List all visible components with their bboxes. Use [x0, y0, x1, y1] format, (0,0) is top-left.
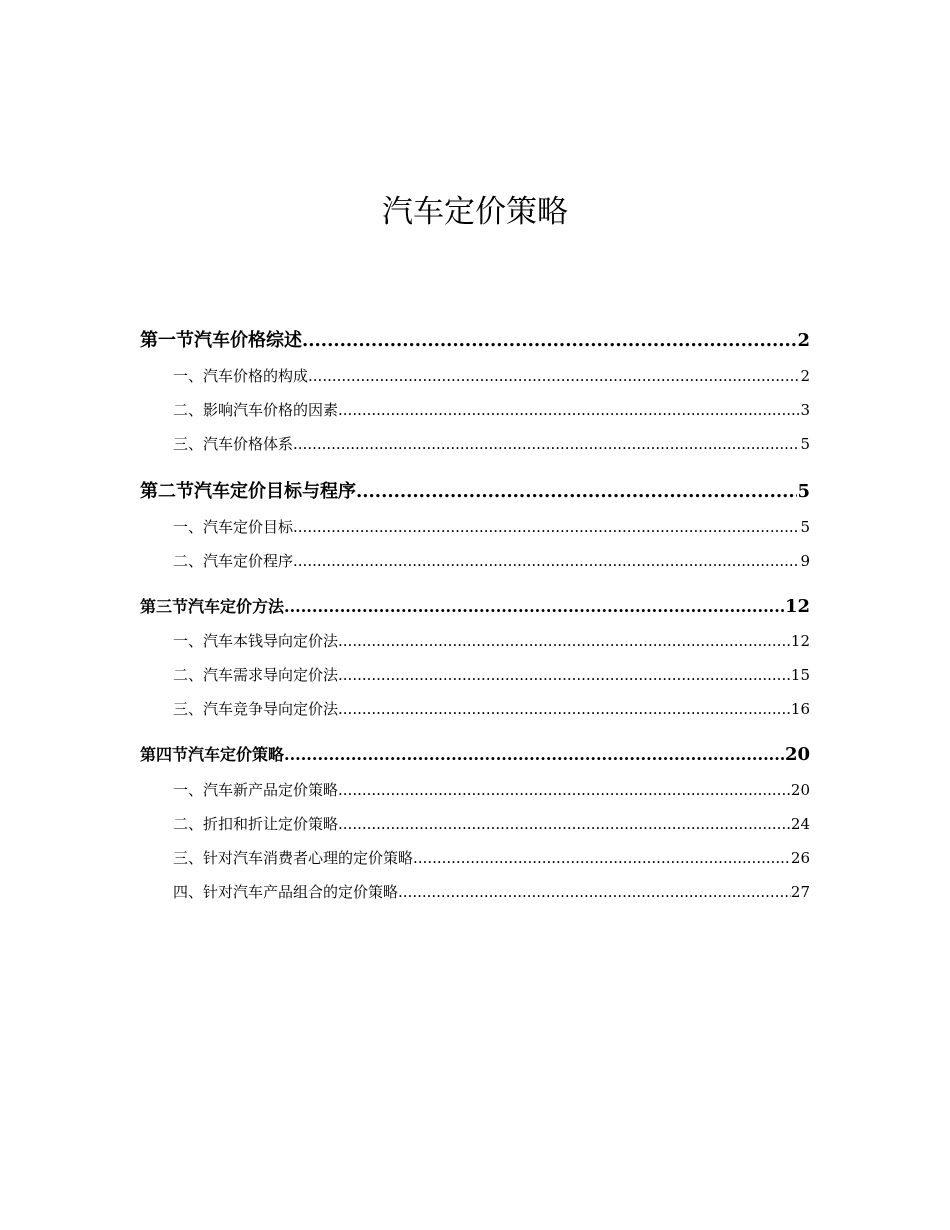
toc-leader [398, 883, 791, 901]
toc-section-3[interactable] [140, 594, 810, 620]
toc-entry-label: 三、汽车价格体系 [173, 435, 294, 453]
toc-entry[interactable] [173, 813, 810, 835]
toc-entry[interactable] [173, 516, 810, 538]
toc-page-number: 27 [790, 883, 810, 901]
toc-leader [413, 849, 791, 867]
toc-entry-label: 二、折扣和折让定价策略 [173, 815, 339, 833]
toc-leader [293, 552, 800, 570]
toc-page-number: 5 [797, 481, 810, 502]
toc-page-number: 5 [800, 518, 810, 536]
toc-leader [284, 745, 785, 764]
toc-leader [338, 815, 791, 833]
toc-section-label: 第二节汽车定价目标与程序 [140, 481, 356, 502]
toc-entry[interactable] [173, 433, 810, 455]
toc-page-number: 5 [800, 435, 810, 453]
toc-page-number: 9 [800, 552, 810, 570]
document-title: 汽车定价策略 [382, 194, 568, 230]
toc-entry-label: 四、针对汽车产品组合的定价策略 [173, 883, 399, 901]
toc-entry[interactable] [173, 630, 810, 652]
toc-page-number: 2 [800, 367, 810, 385]
toc-entry[interactable] [173, 779, 810, 801]
toc-section-label: 第四节汽车定价策略 [140, 745, 285, 764]
toc-page-number: 24 [790, 815, 810, 833]
toc-entry-label: 二、汽车定价程序 [173, 552, 294, 570]
toc-leader [293, 518, 800, 536]
toc-entry[interactable] [173, 399, 810, 421]
toc-leader [308, 367, 800, 385]
toc-page-number: 20 [790, 781, 810, 799]
toc-entry[interactable] [173, 664, 810, 686]
toc-section-label: 第三节汽车定价方法 [140, 597, 285, 616]
toc-leader [338, 781, 791, 799]
toc-entry-label: 一、汽车本钱导向定价法 [173, 632, 339, 650]
toc-leader [338, 666, 791, 684]
toc-entry[interactable] [173, 847, 810, 869]
toc-section-4[interactable] [140, 742, 810, 768]
toc-section-1[interactable] [140, 326, 810, 352]
toc-entry-label: 一、汽车价格的构成 [173, 367, 309, 385]
toc-leader [338, 700, 791, 718]
toc-leader [302, 330, 797, 351]
toc-page-number: 12 [790, 632, 810, 650]
toc-entry[interactable] [173, 698, 810, 720]
toc-entry-label: 三、针对汽车消费者心理的定价策略 [173, 849, 414, 867]
toc-entry-label: 二、汽车需求导向定价法 [173, 666, 339, 684]
toc-page-number: 12 [784, 596, 810, 617]
toc-section-2[interactable] [140, 477, 810, 503]
toc-page-number: 16 [790, 700, 810, 718]
toc-section-label: 第一节汽车价格综述 [140, 330, 302, 351]
toc-entry-label: 一、汽车定价目标 [173, 518, 294, 536]
toc-leader [338, 632, 791, 650]
toc-entry[interactable] [173, 365, 810, 387]
toc-leader [293, 435, 800, 453]
toc-leader [356, 481, 797, 502]
toc-leader [338, 401, 800, 419]
toc-entry-label: 三、汽车竞争导向定价法 [173, 700, 339, 718]
toc-page-number: 3 [800, 401, 810, 419]
toc-page-number: 15 [790, 666, 810, 684]
toc-page-number: 26 [790, 849, 810, 867]
toc-entry[interactable] [173, 881, 810, 903]
toc-page-number: 20 [784, 744, 810, 765]
toc-leader [284, 597, 785, 616]
toc-page-number: 2 [797, 330, 810, 351]
toc-entry[interactable] [173, 550, 810, 572]
toc-entry-label: 二、影响汽车价格的因素 [173, 401, 339, 419]
toc-entry-label: 一、汽车新产品定价策略 [173, 781, 339, 799]
